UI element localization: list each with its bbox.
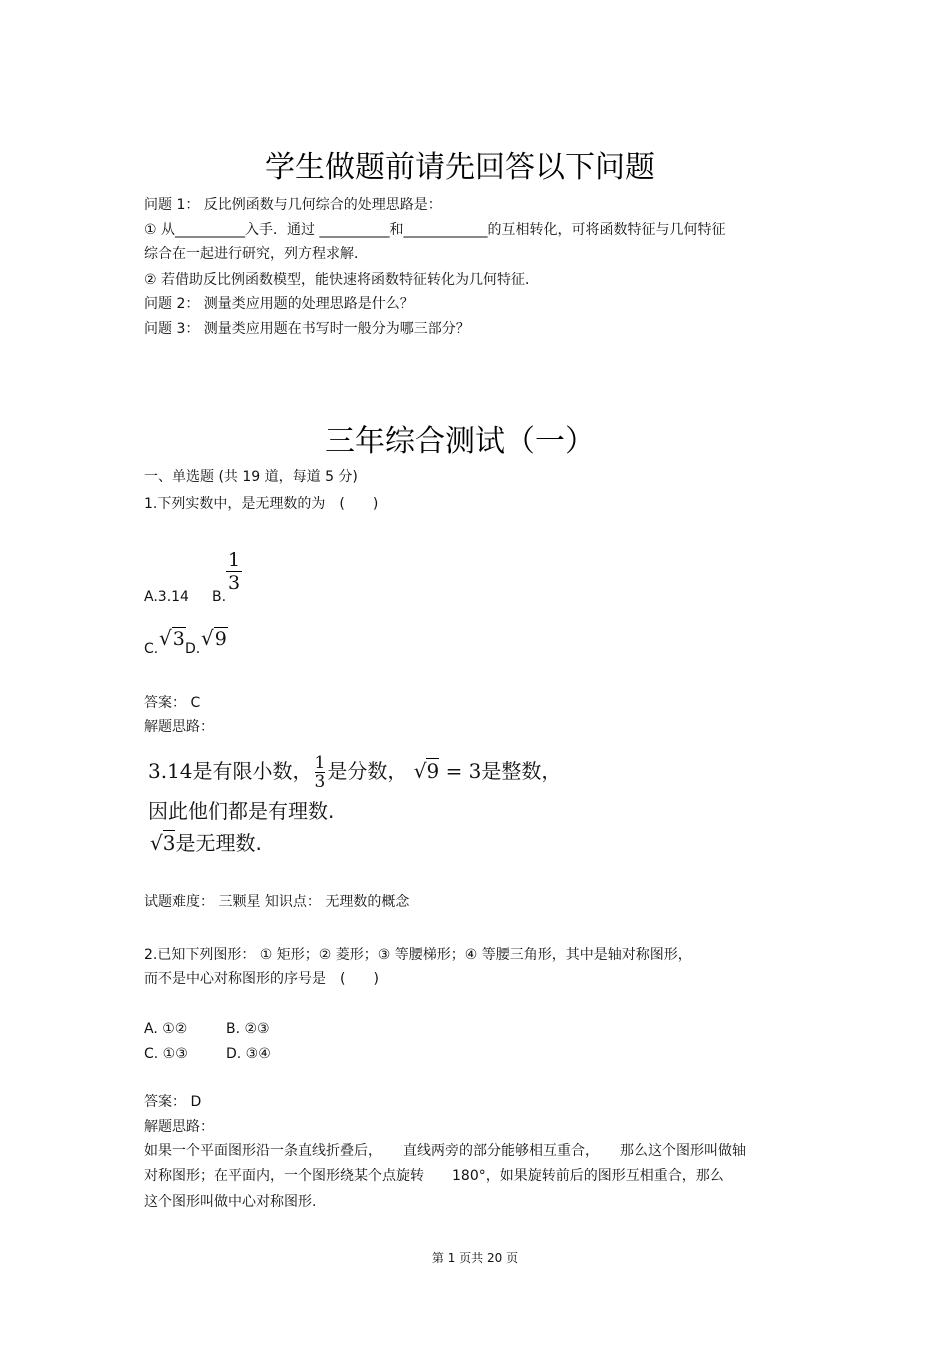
fraction-denominator: 3 [227, 572, 241, 594]
solution-fraction [315, 754, 326, 791]
option-a: A.3.14 [144, 589, 189, 605]
difficulty-meta-1: 试题难度： 三颗星 知识点： 无理数的概念 [144, 894, 410, 910]
radicand: 9 [426, 759, 440, 783]
option-d-label: D. [185, 641, 201, 657]
radicand: 9 [214, 628, 227, 650]
prompt-1-line-2: 综合在一起进行研究，列方程求解． [144, 246, 368, 262]
question-prompt-2: 问题 2： 测量类应用题的处理思路是什么？ [144, 296, 414, 312]
solution-line-1 [148, 754, 561, 791]
question-prompt-1: 问题 1： 反比例函数与几何综合的处理思路是： [144, 197, 442, 213]
option-d: D. ③④ [226, 1046, 271, 1062]
page-number: 第 1 页共 20 页 [431, 1251, 519, 1265]
analysis-2-line-3: 这个图形叫做中心对称图形. [144, 1194, 317, 1210]
option-a: A. ①② [144, 1021, 188, 1037]
solution-line-2: 因此他们都是有理数. [148, 799, 335, 823]
option-b: B. ②③ [226, 1021, 270, 1037]
prelude-title: 学生做题前请先回答以下问题 [265, 150, 655, 185]
question-1-stem: 1.下列实数中，是无理数的为 ( ) [144, 496, 379, 512]
prompt-1-line-3: ② 若借助反比例函数模型，能快速将函数特征转化为几何特征． [144, 272, 539, 288]
fraction-numerator: 1 [227, 549, 241, 571]
radicand: 3 [172, 628, 185, 650]
radical-sign: √ [201, 626, 214, 650]
solution-sqrt: √3 [150, 831, 176, 855]
question-2-stem-line-2: 而不是中心对称图形的序号是 ( ) [144, 971, 379, 987]
radicand: 3 [162, 831, 176, 855]
question-2-stem-line-1: 2.已知下列图形： ① 矩形；② 菱形；③ 等腰梯形；④ 等腰三角形，其中是轴对称图形， [144, 947, 692, 963]
radical-sign: √ [159, 626, 172, 650]
solution-text: 是整数， [481, 759, 562, 783]
solution-line-3 [150, 830, 262, 856]
analysis-2-line-1: 如果一个平面图形沿一条直线折叠后， 直线两旁的部分能够相互重合， 那么这个图形叫做轴 [144, 1143, 746, 1159]
question-prompt-3: 问题 3： 测量类应用题在书写时一般分为哪三部分？ [144, 321, 470, 337]
solution-equals: = 3 [445, 759, 482, 783]
solution-sqrt: √9 [413, 759, 440, 783]
solution-text: 是有限小数， [192, 759, 313, 783]
test-title: 三年综合测试（一） [325, 424, 595, 459]
option-c: C. ①③ [144, 1046, 188, 1062]
analysis-label-1: 解题思路： [144, 719, 214, 735]
solution-number: 3.14 [148, 759, 193, 783]
fraction-denominator: 3 [314, 772, 326, 792]
analysis-label-2: 解题思路： [144, 1119, 214, 1135]
analysis-2-line-2: 对称图形；在平面内，一个图形绕某个点旋转 180°，如果旋转前后的图形互相重合，那么 [144, 1168, 724, 1184]
answer-2: 答案： D [144, 1094, 202, 1110]
option-b-fraction [226, 550, 242, 593]
section-heading: 一、单选题 (共 19 道，每道 5 分) [144, 469, 358, 485]
option-b-label: B. [212, 589, 227, 605]
prompt-1-line-1: ① 从__________入手．通过 __________和____________的互相转化，可将函数特征与几何特征 [144, 222, 726, 238]
option-c-sqrt [159, 626, 186, 650]
option-c-label: C. [144, 641, 159, 657]
option-d-sqrt [201, 626, 228, 650]
solution-text: 是分数， [327, 759, 408, 783]
answer-1: 答案： C [144, 695, 201, 711]
fraction-numerator: 1 [314, 753, 326, 773]
solution-text: 是无理数. [175, 831, 262, 855]
